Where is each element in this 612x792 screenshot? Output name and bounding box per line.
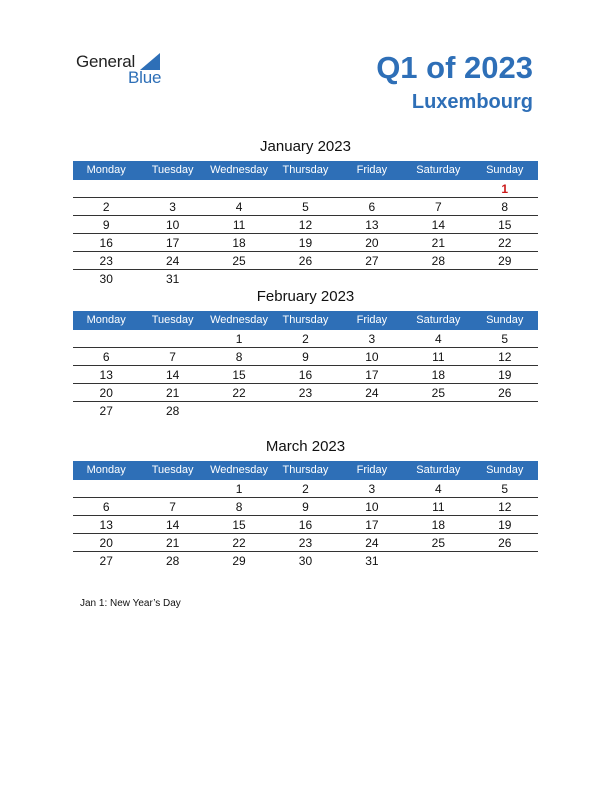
day-cell: 7 bbox=[169, 350, 176, 364]
day-cell: 15 bbox=[232, 368, 246, 382]
day-cell: 28 bbox=[165, 404, 180, 418]
day-cell: 22 bbox=[232, 386, 246, 400]
empty-day-cell bbox=[206, 402, 272, 419]
week-row bbox=[73, 498, 538, 516]
day-cell: 24 bbox=[365, 536, 379, 550]
day-cell: 28 bbox=[431, 254, 445, 268]
day-cell: 25 bbox=[232, 254, 246, 268]
day-cell: 5 bbox=[302, 200, 309, 214]
weekday-header-row bbox=[73, 311, 538, 330]
empty-day-cell bbox=[472, 270, 538, 287]
week-row bbox=[73, 198, 538, 216]
day-cell: 28 bbox=[165, 554, 180, 568]
day-cell: 20 bbox=[365, 236, 379, 250]
brand-logo bbox=[76, 52, 176, 92]
empty-day-cell bbox=[339, 402, 405, 419]
day-cell: 1 bbox=[235, 482, 243, 496]
week-row bbox=[73, 366, 538, 384]
weekday-header-cell: Wednesday bbox=[210, 464, 268, 476]
empty-day-cell bbox=[405, 270, 471, 287]
day-cell: 19 bbox=[298, 236, 313, 250]
empty-day-cell bbox=[472, 552, 538, 569]
day-cell: 20 bbox=[99, 386, 113, 400]
day-cell: 15 bbox=[498, 218, 512, 232]
logo-text-general: General bbox=[76, 52, 136, 71]
weekday-header-cell: Friday bbox=[356, 464, 388, 476]
day-cell: 11 bbox=[232, 218, 246, 232]
day-cell: 19 bbox=[498, 518, 512, 532]
empty-day-cell bbox=[472, 402, 538, 419]
day-cell: 10 bbox=[365, 350, 379, 364]
day-cell: 26 bbox=[498, 386, 512, 400]
day-cell: 2 bbox=[302, 332, 309, 346]
day-cell: 4 bbox=[434, 482, 442, 496]
day-cell: 26 bbox=[498, 536, 512, 550]
weekday-header-cell: Friday bbox=[356, 314, 388, 326]
weekday-header-cell: Tuesday bbox=[151, 164, 194, 176]
week-row bbox=[73, 480, 538, 498]
week-row bbox=[73, 234, 538, 252]
day-cell: 21 bbox=[165, 536, 180, 550]
day-cell: 8 bbox=[235, 350, 243, 364]
day-cell: 16 bbox=[298, 368, 313, 382]
empty-day-cell bbox=[405, 402, 471, 419]
day-cell: 22 bbox=[498, 236, 512, 250]
logo-text-blue: Blue bbox=[128, 68, 162, 87]
day-cell: 3 bbox=[169, 200, 176, 214]
day-cell: 24 bbox=[365, 386, 379, 400]
empty-day-cell bbox=[339, 270, 405, 287]
day-cell: 25 bbox=[431, 386, 445, 400]
day-cell: 6 bbox=[368, 200, 376, 214]
month-title: January 2023 bbox=[260, 138, 351, 155]
day-cell: 15 bbox=[232, 518, 246, 532]
weekday-header-cell: Tuesday bbox=[151, 314, 194, 326]
page-title: Q1 of 2023 bbox=[376, 50, 533, 85]
day-cell: 14 bbox=[165, 368, 180, 382]
weekday-header-cell: Thursday bbox=[282, 164, 329, 176]
day-cell: 31 bbox=[365, 554, 379, 568]
holiday-footnote: Jan 1: New Year’s Day bbox=[80, 598, 181, 609]
day-cell: 19 bbox=[498, 368, 512, 382]
empty-day-cell bbox=[139, 480, 205, 497]
day-cell: 18 bbox=[431, 518, 445, 532]
day-cell: 5 bbox=[501, 482, 509, 496]
day-cell: 8 bbox=[501, 200, 509, 214]
week-row bbox=[73, 534, 538, 552]
day-cell: 5 bbox=[501, 332, 509, 346]
day-cell: 30 bbox=[298, 554, 313, 568]
day-cell: 31 bbox=[165, 272, 180, 286]
day-cell: 12 bbox=[498, 500, 512, 514]
day-cell: 12 bbox=[298, 218, 313, 232]
day-cell: 17 bbox=[365, 518, 379, 532]
day-cell: 27 bbox=[99, 554, 113, 568]
empty-day-cell bbox=[73, 480, 139, 497]
month-calendar-february bbox=[73, 287, 538, 419]
day-cell: 29 bbox=[232, 554, 246, 568]
weekday-header-cell: Saturday bbox=[416, 164, 461, 176]
month-calendar-march bbox=[73, 437, 538, 569]
day-cell: 2 bbox=[302, 482, 309, 496]
day-cell: 6 bbox=[102, 350, 110, 364]
day-cell: 17 bbox=[165, 236, 180, 250]
week-row bbox=[73, 270, 538, 287]
day-cell: 21 bbox=[165, 386, 180, 400]
weekday-header-cell: Sunday bbox=[486, 164, 524, 176]
day-cell: 10 bbox=[365, 500, 379, 514]
day-cell: 9 bbox=[302, 350, 309, 364]
day-cell: 23 bbox=[298, 536, 313, 550]
empty-day-cell bbox=[405, 552, 471, 569]
weekday-header-cell: Friday bbox=[356, 164, 388, 176]
weekday-header-cell: Wednesday bbox=[210, 164, 268, 176]
empty-day-cell bbox=[73, 330, 139, 347]
day-cell: 27 bbox=[99, 404, 113, 418]
day-cell: 4 bbox=[235, 200, 243, 214]
empty-day-cell bbox=[272, 180, 338, 197]
day-cell: 8 bbox=[235, 500, 243, 514]
weekday-header-row bbox=[73, 461, 538, 480]
week-row bbox=[73, 552, 538, 569]
day-cell: 23 bbox=[298, 386, 313, 400]
week-row bbox=[73, 402, 538, 419]
day-cell: 27 bbox=[365, 254, 379, 268]
empty-day-cell bbox=[272, 402, 338, 419]
day-cell: 18 bbox=[431, 368, 445, 382]
day-cell: 7 bbox=[169, 500, 176, 514]
day-cell: 13 bbox=[99, 518, 113, 532]
weekday-header-cell: Monday bbox=[86, 464, 126, 476]
weekday-header-cell: Sunday bbox=[486, 314, 524, 326]
day-cell: 25 bbox=[431, 536, 445, 550]
weekday-header-cell: Wednesday bbox=[210, 314, 268, 326]
day-cell: 17 bbox=[365, 368, 379, 382]
day-cell: 4 bbox=[434, 332, 442, 346]
month-calendar-january bbox=[73, 137, 538, 287]
day-cell: 21 bbox=[431, 236, 445, 250]
weekday-header-cell: Tuesday bbox=[151, 464, 194, 476]
day-cell: 11 bbox=[432, 500, 445, 514]
day-cell: 2 bbox=[102, 200, 110, 214]
empty-day-cell bbox=[405, 180, 471, 197]
weekday-header-row bbox=[73, 161, 538, 180]
empty-day-cell bbox=[206, 270, 272, 287]
month-title: March 2023 bbox=[265, 438, 346, 455]
day-cell: 11 bbox=[432, 350, 445, 364]
empty-day-cell bbox=[272, 270, 338, 287]
day-cell: 23 bbox=[99, 254, 113, 268]
week-row bbox=[73, 252, 538, 270]
day-cell: 7 bbox=[434, 200, 442, 214]
day-cell: 20 bbox=[99, 536, 113, 550]
day-cell: 24 bbox=[165, 254, 180, 268]
empty-day-cell bbox=[339, 180, 405, 197]
weekday-header-cell: Sunday bbox=[486, 464, 524, 476]
weekday-header-cell: Thursday bbox=[282, 464, 329, 476]
week-row bbox=[73, 384, 538, 402]
week-row bbox=[73, 216, 538, 234]
empty-day-cell bbox=[206, 180, 272, 197]
weekday-header-cell: Saturday bbox=[416, 464, 461, 476]
day-cell: 16 bbox=[298, 518, 313, 532]
day-cell: 3 bbox=[368, 482, 376, 496]
day-cell: 1 bbox=[501, 182, 509, 196]
day-cell: 14 bbox=[165, 518, 180, 532]
day-cell: 12 bbox=[498, 350, 512, 364]
day-cell: 13 bbox=[365, 218, 379, 232]
empty-day-cell bbox=[139, 330, 205, 347]
week-row bbox=[73, 348, 538, 366]
day-cell: 30 bbox=[99, 272, 113, 286]
day-cell: 9 bbox=[102, 218, 110, 232]
month-title: February 2023 bbox=[256, 288, 355, 305]
day-cell: 22 bbox=[232, 536, 246, 550]
day-cell: 14 bbox=[431, 218, 445, 232]
day-cell: 16 bbox=[99, 236, 113, 250]
day-cell: 18 bbox=[232, 236, 246, 250]
week-row bbox=[73, 330, 538, 348]
weekday-header-cell: Monday bbox=[86, 314, 126, 326]
day-cell: 1 bbox=[235, 332, 243, 346]
day-cell: 3 bbox=[368, 332, 376, 346]
day-cell: 13 bbox=[99, 368, 113, 382]
day-cell: 6 bbox=[102, 500, 110, 514]
empty-day-cell bbox=[139, 180, 205, 197]
day-cell: 9 bbox=[302, 500, 309, 514]
week-row bbox=[73, 180, 538, 198]
day-cell: 26 bbox=[298, 254, 313, 268]
weekday-header-cell: Saturday bbox=[416, 314, 461, 326]
week-row bbox=[73, 516, 538, 534]
weekday-header-cell: Monday bbox=[86, 164, 126, 176]
day-cell: 10 bbox=[165, 218, 180, 232]
empty-day-cell bbox=[73, 180, 139, 197]
weekday-header-cell: Thursday bbox=[282, 314, 329, 326]
country-name: Luxembourg bbox=[411, 91, 533, 113]
day-cell: 29 bbox=[498, 254, 512, 268]
